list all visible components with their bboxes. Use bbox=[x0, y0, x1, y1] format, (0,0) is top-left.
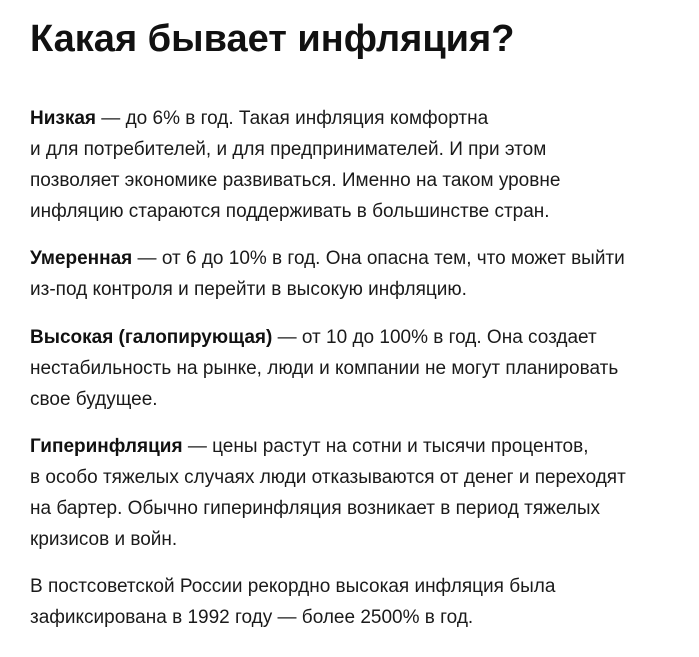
paragraph-text: — от 6 до 10% в год. Она опасна тем, что может выйти bbox=[132, 248, 625, 269]
paragraph-line: в особо тяжелых случаях люди отказываются от денег и переходят bbox=[30, 467, 626, 488]
paragraph-line: инфляцию стараются поддерживать в большинстве стран. bbox=[30, 201, 550, 222]
article bbox=[30, 14, 670, 628]
paragraph-text: — от 10 до 100% в год. Она создает bbox=[272, 327, 597, 348]
paragraph-text: — до 6% в год. Такая инфляция комфортна bbox=[96, 108, 489, 129]
paragraph-line bbox=[30, 243, 625, 274]
paragraph-line: свое будущее. bbox=[30, 389, 158, 410]
paragraph-line: и для потребителей, и для предпринимателей. И при этом bbox=[30, 139, 547, 160]
term-moderate: Умеренная bbox=[30, 248, 133, 269]
paragraph-line: позволяет экономике развиваться. Именно на таком уровне bbox=[30, 170, 561, 191]
paragraph-line bbox=[30, 103, 560, 134]
page-title: Какая бывает инфляция? bbox=[30, 18, 515, 60]
paragraph-line: на бартер. Обычно гиперинфляция возникает в период тяжелых bbox=[30, 498, 601, 519]
term-high: Высокая (галопирующая) bbox=[30, 327, 273, 348]
paragraph-moderate-inflation bbox=[30, 243, 625, 305]
paragraph-russia-record bbox=[30, 571, 555, 633]
paragraph-low-inflation bbox=[30, 103, 560, 227]
paragraph-line: зафиксирована в 1992 году — более 2500% в год. bbox=[30, 607, 474, 628]
paragraph-text: — цены растут на сотни и тысячи процентов, bbox=[182, 436, 589, 457]
paragraph-line bbox=[30, 322, 618, 353]
paragraph-line bbox=[30, 431, 626, 462]
paragraph-line: из-под контроля и перейти в высокую инфляцию. bbox=[30, 279, 467, 300]
paragraph-high-inflation bbox=[30, 322, 618, 415]
paragraph-line: В постсоветской России рекордно высокая инфляция была bbox=[30, 576, 556, 597]
term-low: Низкая bbox=[30, 108, 97, 129]
paragraph-line: нестабильность на рынке, люди и компании не могут планировать bbox=[30, 358, 619, 379]
term-hyperinflation: Гиперинфляция bbox=[30, 436, 183, 457]
paragraph-hyperinflation bbox=[30, 431, 626, 555]
paragraph-line: кризисов и войн. bbox=[30, 529, 178, 550]
